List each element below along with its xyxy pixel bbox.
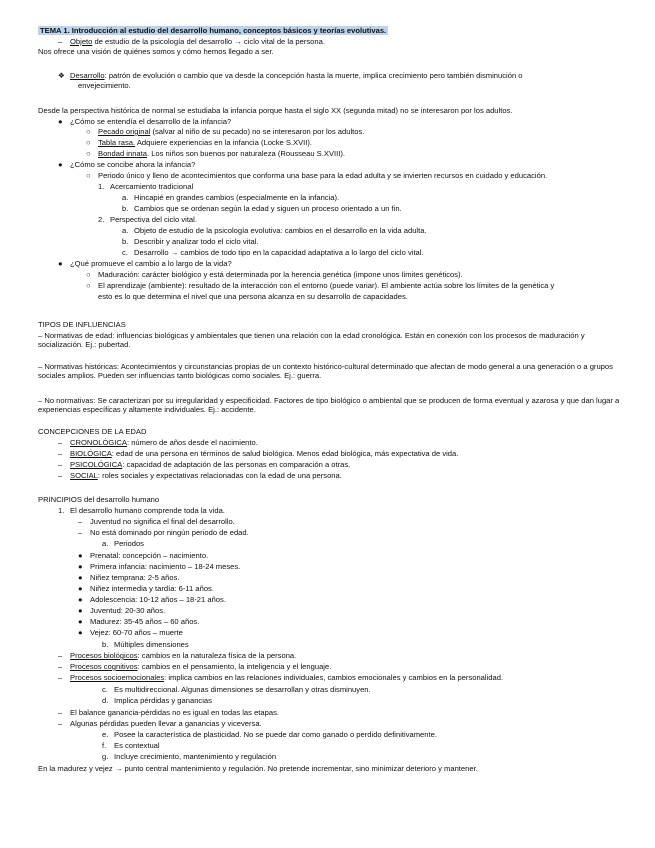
- bullet-icon: ●: [78, 573, 83, 582]
- edad-item: – BIOLÓGICA: edad de una persona en términos de salud biológica. Menos edad biológica, más expectativa de vida.: [58, 449, 459, 458]
- periodos-label: a. Periodos: [102, 539, 144, 548]
- historia-line: Desde la perspectiva histórica de normal se estudiaba la infancia porque hasta el siglo XX (segunda mitad) no se interesaron por los adultos.: [38, 106, 513, 115]
- enfoque-1: 1. Acercamiento tradicional: [98, 182, 194, 191]
- proceso-item: – Procesos cognitivos: cambios en el pensamiento, la inteligencia y el lenguaje.: [58, 662, 332, 671]
- etapa-item: ● Niñez temprana: 2-5 años.: [78, 573, 180, 582]
- edad-item: – SOCIAL: roles sociales y expectativas relacionadas con la edad de una persona.: [58, 471, 342, 480]
- intro-line: Nos ofrece una visión de quiénes somos y cómo hemos llegado a ser.: [38, 47, 274, 56]
- etapa-item: ● Juventud: 20-30 años.: [78, 606, 166, 615]
- tipos-no-normativas: – No normativas: Se caracterizan por su irregularidad y especificidad. Factores de tipo biológico o ambiental que se producen de forma eventual y azarosa y que dan lugar a experiencias específicas y altamente individuales. Ej.: accidente.: [38, 396, 620, 414]
- objeto-line: – Objeto de estudio de la psicología del desarrollo → ciclo vital de la persona.: [58, 37, 325, 46]
- bullet-icon: ●: [78, 628, 83, 637]
- circle-bullet-icon: ○: [86, 281, 91, 290]
- bullet-icon: ●: [78, 551, 83, 560]
- edad-heading: CONCEPCIONES DE LA EDAD: [38, 427, 147, 436]
- item-f: f. Es contextual: [102, 741, 160, 750]
- enfoque-1-b: b. Cambios que se ordenan según la edad y siguen un proceso orientado a un fin.: [122, 204, 402, 213]
- circle-bullet-icon: ○: [86, 127, 91, 136]
- tipos-normativas-historicas: – Normativas históricas: Acontecimientos y circunstancias propias de un contexto histórico-cultural determinado que afectan de modo general a una generación o a grupos sociales amplios. Pueden ser influencias tanto biológicas como sociales. Ej.: guerra.: [38, 362, 613, 380]
- bullet-icon: ●: [58, 259, 63, 268]
- final-line: En la madurez y vejez → punto central mantenimiento y regulación. No pretende incrementar, sino minimizar deterioro y mantener.: [38, 764, 478, 773]
- etapa-item: ● Niñez intermedia y tardía: 6-11 años.: [78, 584, 214, 593]
- etapa-item: ● Prenatal: concepción – nacimiento.: [78, 551, 209, 560]
- multi-c: c. Es multidireccional. Algunas dimensiones se desarrollan y otras disminuyen.: [102, 685, 371, 694]
- multi-d: d. Implica pérdidas y ganancias: [102, 696, 212, 705]
- principio-1-sub: – No está dominado por ningún periodo de edad.: [78, 528, 249, 537]
- circle-bullet-icon: ○: [86, 149, 91, 158]
- enfoque-2-a: a. Objeto de estudio de la psicología evolutiva: cambios en el desarrollo en la vida adulta.: [122, 226, 427, 235]
- item-g: g. Incluye crecimiento, mantenimiento y regulación: [102, 752, 277, 761]
- bullet-icon: ●: [78, 606, 83, 615]
- etapa-item: ● Primera infancia: nacimiento – 18-24 meses.: [78, 562, 241, 571]
- enfoque-2-b: b. Describir y analizar todo el ciclo vital.: [122, 237, 259, 246]
- multiples-label: b. Múltiples dimensiones: [102, 640, 189, 649]
- enfoque-2-c: c. Desarrollo → cambios de todo tipo en la capacidad adaptativa a lo largo del ciclo vital.: [122, 248, 424, 257]
- question-3: ● ¿Qué promueve el cambio a lo largo de la vida?: [58, 259, 232, 268]
- balance-line: – El balance ganancia-pérdidas no es igual en todas las etapas.: [58, 708, 279, 717]
- edad-item: – PSICOLÓGICA: capacidad de adaptación de las personas en comparación a otras.: [58, 460, 351, 469]
- q3-item: ○ Maduración: carácter biológico y está determinada por la herencia genética (impone unos límites genéticos).: [86, 270, 463, 279]
- principio-1: 1. El desarrollo humano comprende toda la vida.: [58, 506, 225, 515]
- principio-1-sub: – Juventud no significa el final del desarrollo.: [78, 517, 235, 526]
- proceso-item: – Procesos biológicos: cambios en la naturaleza física de la persona.: [58, 651, 297, 660]
- tipos-heading: TIPOS DE INFLUENCIAS: [38, 320, 126, 329]
- bullet-icon: ●: [78, 617, 83, 626]
- q1-item: ○ Bondad innata. Los niños son buenos por naturaleza (Rousseau S.XVIII).: [86, 149, 345, 158]
- principios-heading: PRINCIPIOS del desarrollo humano: [38, 495, 160, 504]
- etapa-item: ● Adolescencia: 10-12 años – 18-21 años.: [78, 595, 226, 604]
- circle-bullet-icon: ○: [86, 270, 91, 279]
- etapa-item: ● Vejez: 60-70 años – muerte: [78, 628, 183, 637]
- q3-item-cont: esto es lo que determina el nivel que una persona alcanza en su desarrollo de capacidades.: [98, 292, 408, 301]
- desarrollo-cont: envejecimiento.: [78, 81, 131, 90]
- diamond-bullet-icon: ❖: [58, 71, 65, 80]
- proceso-item: – Procesos socioemocionales: implica cambios en las relaciones individuales, cambios emocionales y cambios en la personalidad.: [58, 673, 504, 682]
- enfoque-1-a: a. Hincapié en grandes cambios (especialmente en la infancia).: [122, 193, 340, 202]
- bullet-icon: ●: [78, 584, 83, 593]
- q1-item: ○ Tabla rasa. Adquiere experiencias en la infancia (Locke S.XVII).: [86, 138, 313, 147]
- item-e: e. Posee la característica de plasticidad. No se puede dar como ganado o perdido definitivamente.: [102, 730, 437, 739]
- dash-marker: –: [58, 37, 63, 46]
- bullet-icon: ●: [78, 595, 83, 604]
- bullet-icon: ●: [58, 117, 63, 126]
- edad-item: – CRONOLÓGICA: número de años desde el nacimiento.: [58, 438, 258, 447]
- q1-item: ○ Pecado original (salvar al niño de su pecado) no se interesaron por los adultos.: [86, 127, 365, 136]
- q3-item: ○ El aprendizaje (ambiente): resultado de la interacción con el entorno (puede variar). El ambiente actúa sobre los límites de la genética y: [86, 281, 555, 290]
- desarrollo-line: ❖ Desarrollo: patrón de evolución o cambio que va desde la concepción hasta la muerte, implica crecimiento pero también disminución o: [58, 71, 523, 80]
- perdidas-line: – Algunas pérdidas pueden llevar a ganancias y viceversa.: [58, 719, 262, 728]
- tipos-normativas-edad: – Normativas de edad: influencias biológicas y ambientales que tienen una relación con la edad cronológica. Están en conexión con los procesos de maduración y socialización. Ej.: pubertad.: [38, 331, 585, 349]
- q2-item: ○ Periodo único y lleno de acontecimientos que conforma una base para la edad adulta y se invierten recursos en cuidado y educación.: [86, 171, 548, 180]
- bullet-icon: ●: [78, 562, 83, 571]
- question-2: ● ¿Cómo se concibe ahora la infancia?: [58, 160, 196, 169]
- circle-bullet-icon: ○: [86, 138, 91, 147]
- enfoque-2: 2. Perspectiva del ciclo vital.: [98, 215, 197, 224]
- bullet-icon: ●: [58, 160, 63, 169]
- document-title: TEMA 1. Introducción al estudio del desarrollo humano, conceptos básicos y teorías evolutivas.: [40, 26, 387, 35]
- circle-bullet-icon: ○: [86, 171, 91, 180]
- etapa-item: ● Madurez: 35-45 años – 60 años.: [78, 617, 200, 626]
- question-1: ● ¿Cómo se entendía el desarrollo de la infancia?: [58, 117, 232, 126]
